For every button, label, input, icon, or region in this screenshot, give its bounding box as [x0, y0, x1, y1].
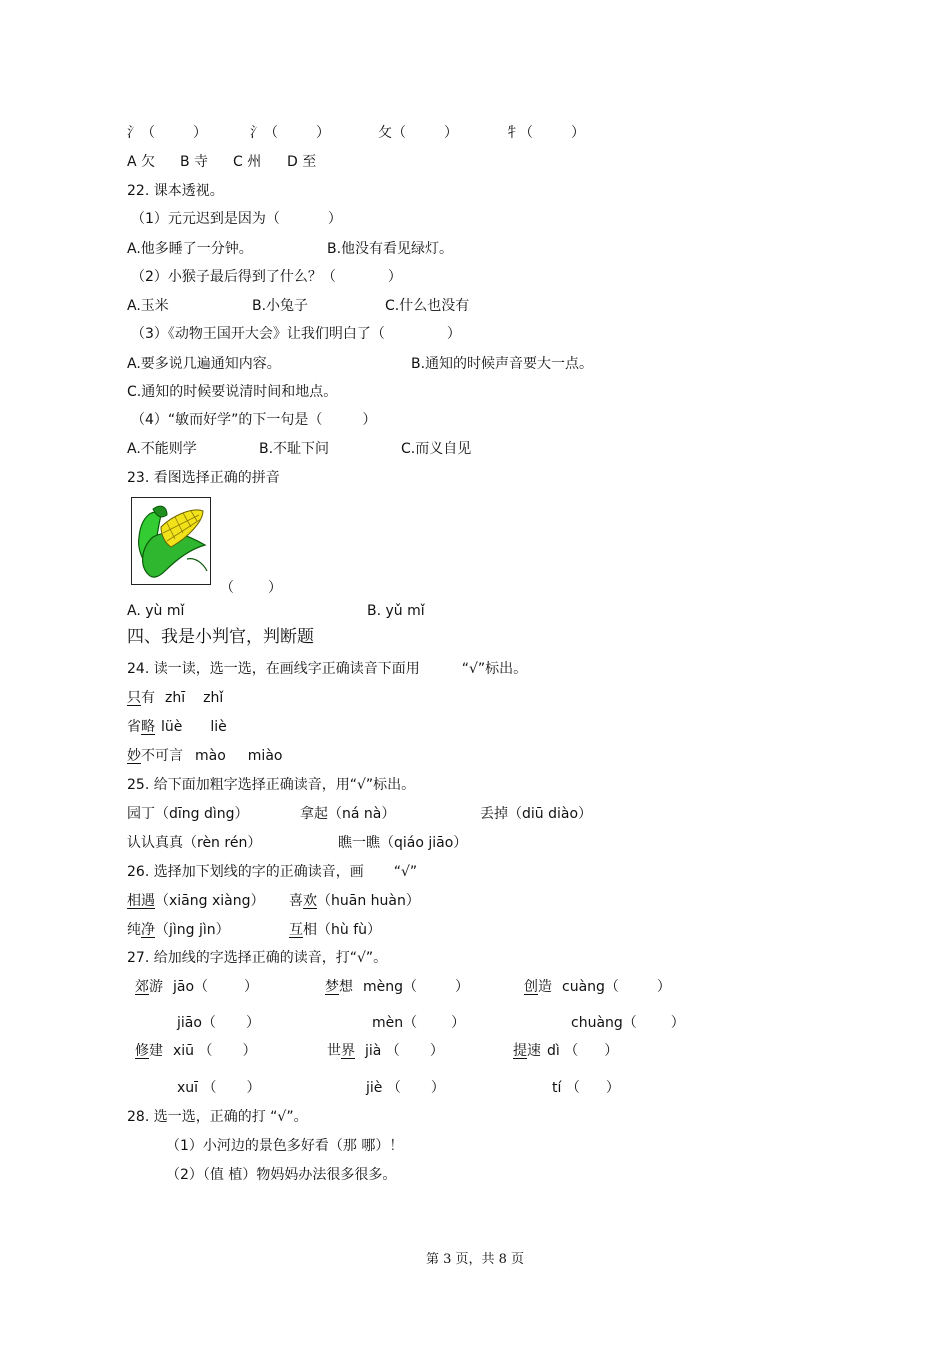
q22-s3-option-b[interactable]: B.通知的时候声音要大一点。: [411, 356, 594, 372]
blank-close: ）: [327, 211, 342, 227]
q22-s4-option-c[interactable]: C.而义自见: [401, 441, 472, 457]
word-post: 建: [149, 1043, 163, 1059]
q24-row-2: [127, 717, 227, 737]
pinyin-option: dì （: [547, 1043, 579, 1059]
blank-close: ）: [362, 412, 377, 428]
underlined-char: 妙: [127, 748, 141, 764]
question-22-title: 22. 课本透视。: [127, 183, 224, 199]
word-post: 游: [149, 979, 163, 995]
pinyin-choices[interactable]: （hù fù）: [317, 922, 381, 938]
blank-close: ）: [604, 1043, 619, 1059]
question-26-title: [127, 862, 417, 882]
blank-close: ）: [571, 125, 585, 141]
underlined-word: 相遇: [127, 893, 155, 909]
underlined-char: 欢: [303, 893, 317, 909]
q27-r2-item-1: [177, 1013, 260, 1033]
pinyin-choices[interactable]: （huān huàn）: [317, 893, 420, 909]
radical-label: 氵（: [127, 125, 155, 141]
pinyin-choices[interactable]: （jìng jìn）: [155, 922, 230, 938]
q27-r2-item-2: [372, 1013, 465, 1033]
radical-item-3: [378, 123, 458, 143]
q26-item-1[interactable]: [127, 891, 264, 911]
q22-s3-prompt: [131, 324, 461, 344]
q25-item-2[interactable]: 拿起（ná nà）: [300, 806, 396, 822]
question-24-title: [127, 659, 527, 679]
q22-s1-option-b[interactable]: B.他没有看见绿灯。: [327, 241, 454, 257]
blank-close: ）: [451, 1015, 466, 1031]
q22-s2-prompt: [131, 267, 402, 287]
word-post: 造: [538, 979, 552, 995]
q25-item-4[interactable]: 认认真真（rèn rén）: [127, 835, 262, 851]
option-d[interactable]: D 至: [287, 154, 317, 170]
q26-item-2[interactable]: [289, 891, 420, 911]
underlined-char: 互: [289, 922, 303, 938]
option-a[interactable]: A 欠: [127, 154, 156, 170]
pinyin-option[interactable]: liè: [210, 719, 227, 735]
underlined-char: 界: [341, 1043, 355, 1059]
radical-item-4: [505, 123, 585, 143]
blank-close: ）: [316, 125, 330, 141]
q23-option-b[interactable]: B. yǔ mǐ: [367, 603, 425, 619]
blank-close: ）: [670, 1015, 685, 1031]
underlined-char: 创: [524, 979, 538, 995]
blank-close: ）: [245, 1015, 260, 1031]
pinyin-option: mèng（: [363, 979, 418, 995]
section-4-heading: 四、我是小判官，判断题: [127, 627, 314, 647]
pinyin-option[interactable]: zhī: [165, 690, 186, 706]
q23-option-a[interactable]: A. yù mǐ: [127, 603, 185, 619]
q27-r3-item-3: [513, 1041, 618, 1061]
q26-item-4[interactable]: [289, 920, 381, 940]
blank-open: （: [220, 580, 234, 596]
radical-label: 牜（: [505, 125, 533, 141]
q22-s1-prompt: [131, 209, 342, 229]
pinyin-option: jiè （: [366, 1080, 401, 1096]
word-post: 速: [527, 1043, 541, 1059]
q27-r3-item-1: [135, 1041, 257, 1061]
q22-s2-option-c[interactable]: C.什么也没有: [385, 298, 470, 314]
underlined-char: 略: [141, 719, 155, 735]
title-text: “√”: [393, 864, 418, 880]
blank-close: ）: [430, 1080, 445, 1096]
blank-close: ）: [446, 326, 461, 342]
underlined-char: 净: [141, 922, 155, 938]
pinyin-option: mèn（: [372, 1015, 418, 1031]
underlined-char: 只: [127, 690, 141, 706]
question-28-title: 28. 选一选，正确的打 “√”。: [127, 1109, 308, 1125]
pinyin-option: xiū （: [173, 1043, 213, 1059]
blank-close: ）: [444, 125, 458, 141]
q22-s4-prompt: [131, 410, 376, 430]
q24-row-3: [127, 746, 282, 766]
q24-row-1: [127, 688, 223, 708]
pinyin-option: xuī （: [177, 1080, 217, 1096]
q27-r1-item-3: [524, 977, 671, 997]
pinyin-option[interactable]: zhǐ: [203, 690, 224, 706]
q26-item-3[interactable]: [127, 920, 230, 940]
word-pre: 纯: [127, 922, 141, 938]
q22-s2-option-a[interactable]: A.玉米: [127, 298, 169, 314]
q23-answer-blank[interactable]: [220, 578, 282, 598]
question-23-title: 23. 看图选择正确的拼音: [127, 470, 280, 486]
radical-item-1: [127, 123, 207, 143]
q27-r2-item-3: [571, 1013, 685, 1033]
prompt-text: （1）元元迟到是因为（: [131, 211, 280, 227]
q22-s3-option-a[interactable]: A.要多说几遍通知内容。: [127, 356, 281, 372]
radical-label: 攵（: [378, 125, 406, 141]
q25-item-3[interactable]: 丢掉（diū diào）: [480, 806, 593, 822]
word-post: 相: [303, 922, 317, 938]
radical-label: 氵（: [250, 125, 278, 141]
blank-close: ）: [268, 580, 282, 596]
option-c[interactable]: C 州: [233, 154, 262, 170]
pinyin-choices[interactable]: （xiāng xiàng）: [155, 893, 265, 909]
q22-s3-option-c[interactable]: C.通知的时候要说清时间和地点。: [127, 384, 338, 400]
q27-r4-item-3: [552, 1078, 620, 1098]
word-pre: 喜: [289, 893, 303, 909]
q27-r4-item-1: [177, 1078, 261, 1098]
radical-item-2: [250, 123, 330, 143]
underlined-char: 修: [135, 1043, 149, 1059]
title-text: 26. 选择加下划线的字的正确读音，画: [127, 864, 364, 880]
blank-close: ）: [244, 979, 259, 995]
title-text: “√”标出。: [461, 661, 528, 677]
question-27-title: 27. 给加线的字选择正确的读音，打“√”。: [127, 950, 388, 966]
word-pre: 世: [327, 1043, 341, 1059]
q25-item-1[interactable]: 园丁（dīng dìng）: [127, 806, 249, 822]
blank-close: ）: [656, 979, 671, 995]
option-b[interactable]: B 寺: [180, 154, 209, 170]
q27-r1-item-2: [325, 977, 469, 997]
q22-s4-option-b[interactable]: B.不耻下问: [259, 441, 330, 457]
q22-s1-option-a[interactable]: A.他多睡了一分钟。: [127, 241, 253, 257]
underlined-char: 郊: [135, 979, 149, 995]
blank-close: ）: [387, 269, 402, 285]
pinyin-option: jià （: [365, 1043, 400, 1059]
pinyin-option: cuàng（: [562, 979, 619, 995]
prompt-text: （4）“敏而好学”的下一句是（: [131, 412, 323, 428]
underlined-char: 梦: [325, 979, 339, 995]
pinyin-option[interactable]: mào: [195, 748, 226, 764]
prompt-text: （3）《动物王国开大会》让我们明白了（: [131, 326, 385, 342]
q28-sentence-1[interactable]: （1）小河边的景色多好看（那 哪）！: [166, 1138, 404, 1154]
blank-close: ）: [193, 125, 207, 141]
blank-close: ）: [455, 979, 470, 995]
blank-close: ）: [605, 1080, 620, 1096]
q27-r1-item-1: [135, 977, 258, 997]
pinyin-option: jiāo（: [177, 1015, 216, 1031]
prompt-text: （2）小猴子最后得到了什么？（: [131, 269, 336, 285]
q25-item-5[interactable]: 瞧一瞧（qiáo jiāo）: [338, 835, 468, 851]
pinyin-option: jāo（: [173, 979, 209, 995]
word-rest: 有: [141, 690, 155, 706]
word-post: 想: [339, 979, 353, 995]
pinyin-option: chuàng（: [571, 1015, 637, 1031]
underlined-char: 提: [513, 1043, 527, 1059]
word-pre: 省: [127, 719, 141, 735]
q22-s2-option-b[interactable]: B.小兔子: [252, 298, 309, 314]
title-text: 24. 读一读，选一选，在画线字正确读音下面用: [127, 661, 420, 677]
blank-close: ）: [246, 1080, 261, 1096]
q27-r4-item-2: [366, 1078, 445, 1098]
question-25-title: 25. 给下面加粗字选择正确读音，用“√”标出。: [127, 777, 416, 793]
page-number: 第 3 页，共 8 页: [425, 1252, 525, 1267]
q22-s4-option-a[interactable]: A.不能则学: [127, 441, 197, 457]
q27-r3-item-2: [327, 1041, 444, 1061]
pinyin-option[interactable]: miào: [247, 748, 283, 764]
pinyin-option[interactable]: lüè: [161, 719, 183, 735]
word-rest: 不可言: [141, 748, 183, 764]
pinyin-option: tí （: [552, 1080, 580, 1096]
blank-close: ）: [242, 1043, 257, 1059]
blank-close: ）: [429, 1043, 444, 1059]
q28-sentence-2[interactable]: （2）（值 植）物妈妈办法很多很多。: [166, 1167, 397, 1183]
corn-image: [131, 497, 211, 585]
